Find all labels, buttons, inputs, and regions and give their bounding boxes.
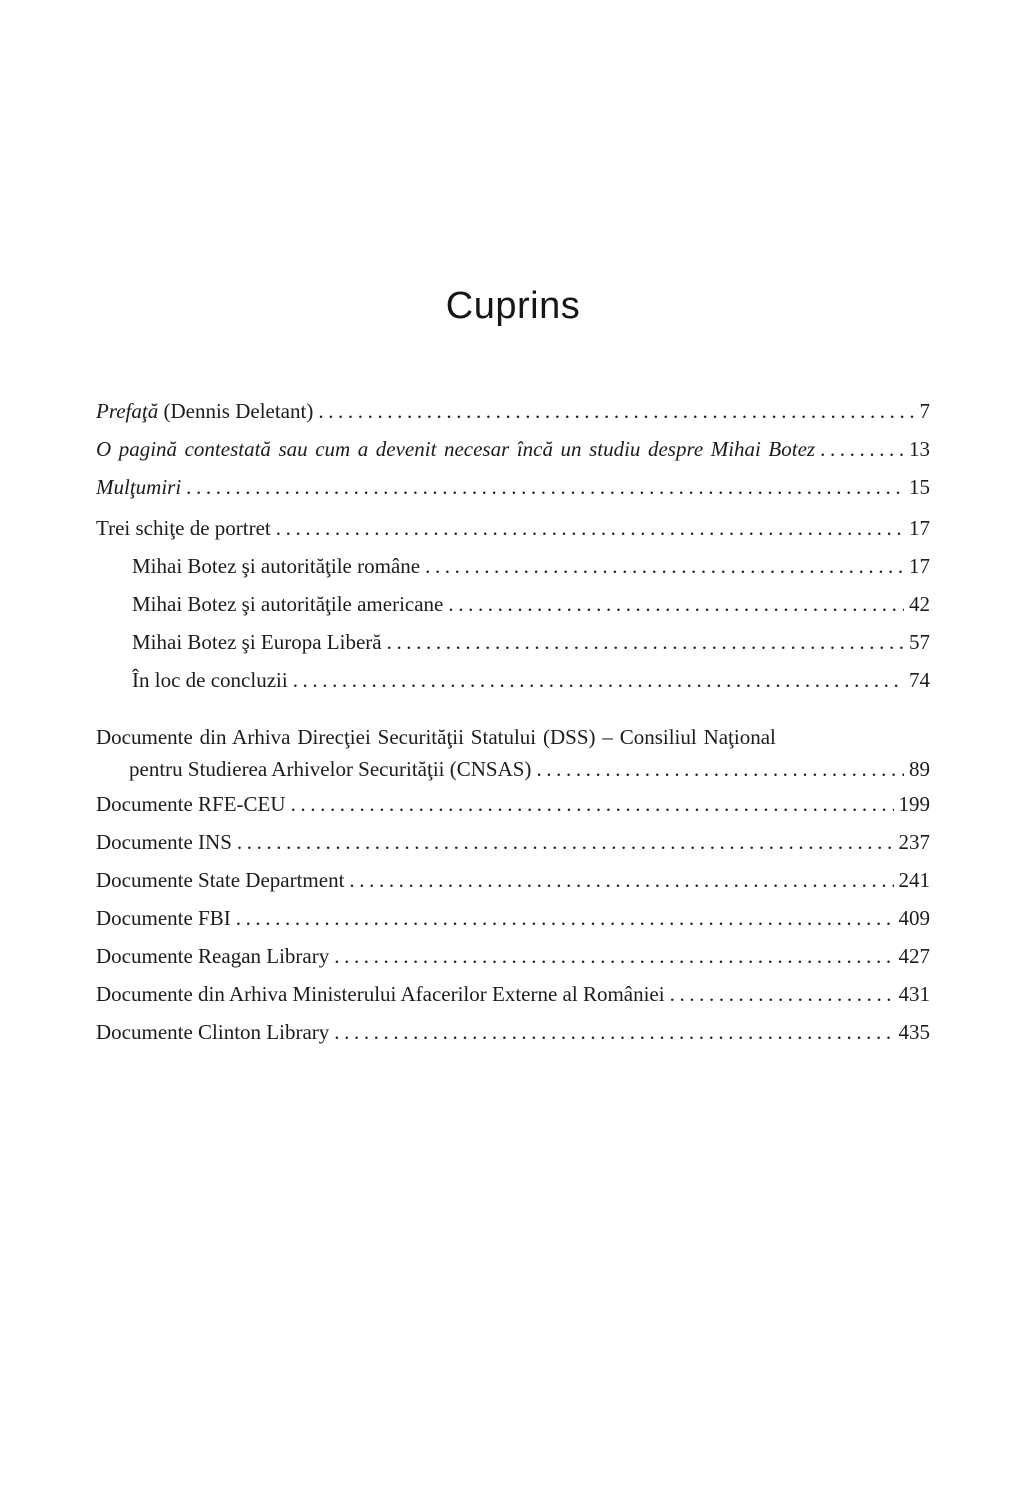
toc-entry-label: Documente INS bbox=[96, 830, 232, 854]
toc-entry bbox=[96, 589, 930, 619]
toc-entry-label: Trei schiţe de portret bbox=[96, 516, 271, 540]
toc-entry bbox=[96, 627, 930, 657]
toc-entry-page: 7 bbox=[919, 399, 930, 423]
toc-entry-label: Mihai Botez şi autorităţile române bbox=[132, 554, 421, 578]
dot-leader bbox=[334, 1017, 893, 1047]
table-of-contents bbox=[96, 396, 930, 1047]
toc-entry bbox=[96, 1017, 930, 1047]
toc-entry-page: 427 bbox=[898, 944, 930, 968]
dot-leader bbox=[448, 589, 904, 619]
toc-entry-page: 17 bbox=[909, 554, 930, 578]
dot-leader bbox=[186, 472, 904, 502]
dot-leader bbox=[318, 396, 914, 426]
dot-leader bbox=[670, 979, 894, 1009]
toc-entry-page: 199 bbox=[898, 792, 930, 816]
toc-entry-page: 57 bbox=[909, 630, 930, 654]
toc-entry bbox=[96, 827, 930, 857]
dot-leader bbox=[425, 551, 904, 581]
toc-entry-label: Mihai Botez şi Europa Liberă bbox=[132, 630, 382, 654]
toc-entry bbox=[96, 941, 930, 971]
toc-entry-label: Documente Reagan Library bbox=[96, 944, 330, 968]
toc-entry bbox=[96, 434, 930, 464]
dot-leader bbox=[237, 827, 894, 857]
toc-entry-label bbox=[96, 396, 313, 426]
dot-leader bbox=[334, 941, 893, 971]
toc-entry bbox=[96, 865, 930, 895]
toc-entry-label: Mihai Botez şi autorităţile americane bbox=[132, 592, 444, 616]
toc-entry-line2 bbox=[96, 754, 930, 784]
toc-entry-label: O pagină contestată sau cum a devenit necesar încă un studiu despre Mihai Botez bbox=[96, 437, 816, 461]
dot-leader bbox=[820, 434, 904, 464]
toc-entry-label: Mulţumiri bbox=[96, 475, 182, 499]
dot-leader bbox=[291, 789, 894, 819]
toc-entry-label: Documente din Arhiva Ministerului Afacerilor Externe al României bbox=[96, 982, 665, 1006]
toc-entry bbox=[96, 472, 930, 502]
dot-leader bbox=[349, 865, 893, 895]
dot-leader bbox=[536, 754, 904, 784]
toc-entry bbox=[96, 665, 930, 695]
toc-entry-page: 409 bbox=[898, 906, 930, 930]
toc-entry-page: 431 bbox=[898, 982, 930, 1006]
toc-entry bbox=[96, 903, 930, 933]
toc-entry-page: 42 bbox=[909, 592, 930, 616]
dot-leader bbox=[293, 665, 904, 695]
toc-entry-line1: Documente din Arhiva Direcţiei Securităţii Statului (DSS) – Consiliul Naţional bbox=[96, 725, 776, 749]
toc-entry bbox=[96, 551, 930, 581]
toc-entry-label: Documente RFE-CEU bbox=[96, 792, 286, 816]
toc-entry-page: 241 bbox=[898, 868, 930, 892]
toc-entry-label-roman: (Dennis Deletant) bbox=[158, 399, 314, 423]
toc-entry-label: pentru Studierea Arhivelor Securităţii (CNSAS) bbox=[129, 757, 532, 781]
toc-entry-page: 17 bbox=[909, 516, 930, 540]
dot-leader bbox=[276, 513, 904, 543]
toc-entry-label: Documente Clinton Library bbox=[96, 1020, 330, 1044]
toc-entry-label: Documente FBI bbox=[96, 906, 231, 930]
toc-entry-page: 74 bbox=[909, 668, 930, 692]
toc-entry-page: 89 bbox=[909, 757, 930, 781]
toc-entry-page: 237 bbox=[898, 830, 930, 854]
toc-entry bbox=[96, 789, 930, 819]
toc-entry-page: 13 bbox=[909, 437, 930, 461]
toc-entry-page: 15 bbox=[909, 475, 930, 499]
toc-entry bbox=[96, 513, 930, 543]
dot-leader bbox=[387, 627, 904, 657]
toc-entry-page: 435 bbox=[898, 1020, 930, 1044]
toc-entry-label-italic: Prefaţă bbox=[96, 399, 159, 423]
toc-entry bbox=[96, 979, 930, 1009]
toc-entry-label: Documente State Department bbox=[96, 868, 345, 892]
toc-entry bbox=[96, 396, 930, 426]
page-title: Cuprins bbox=[445, 285, 581, 327]
toc-entry-label: În loc de concluzii bbox=[132, 668, 288, 692]
dot-leader bbox=[236, 903, 894, 933]
